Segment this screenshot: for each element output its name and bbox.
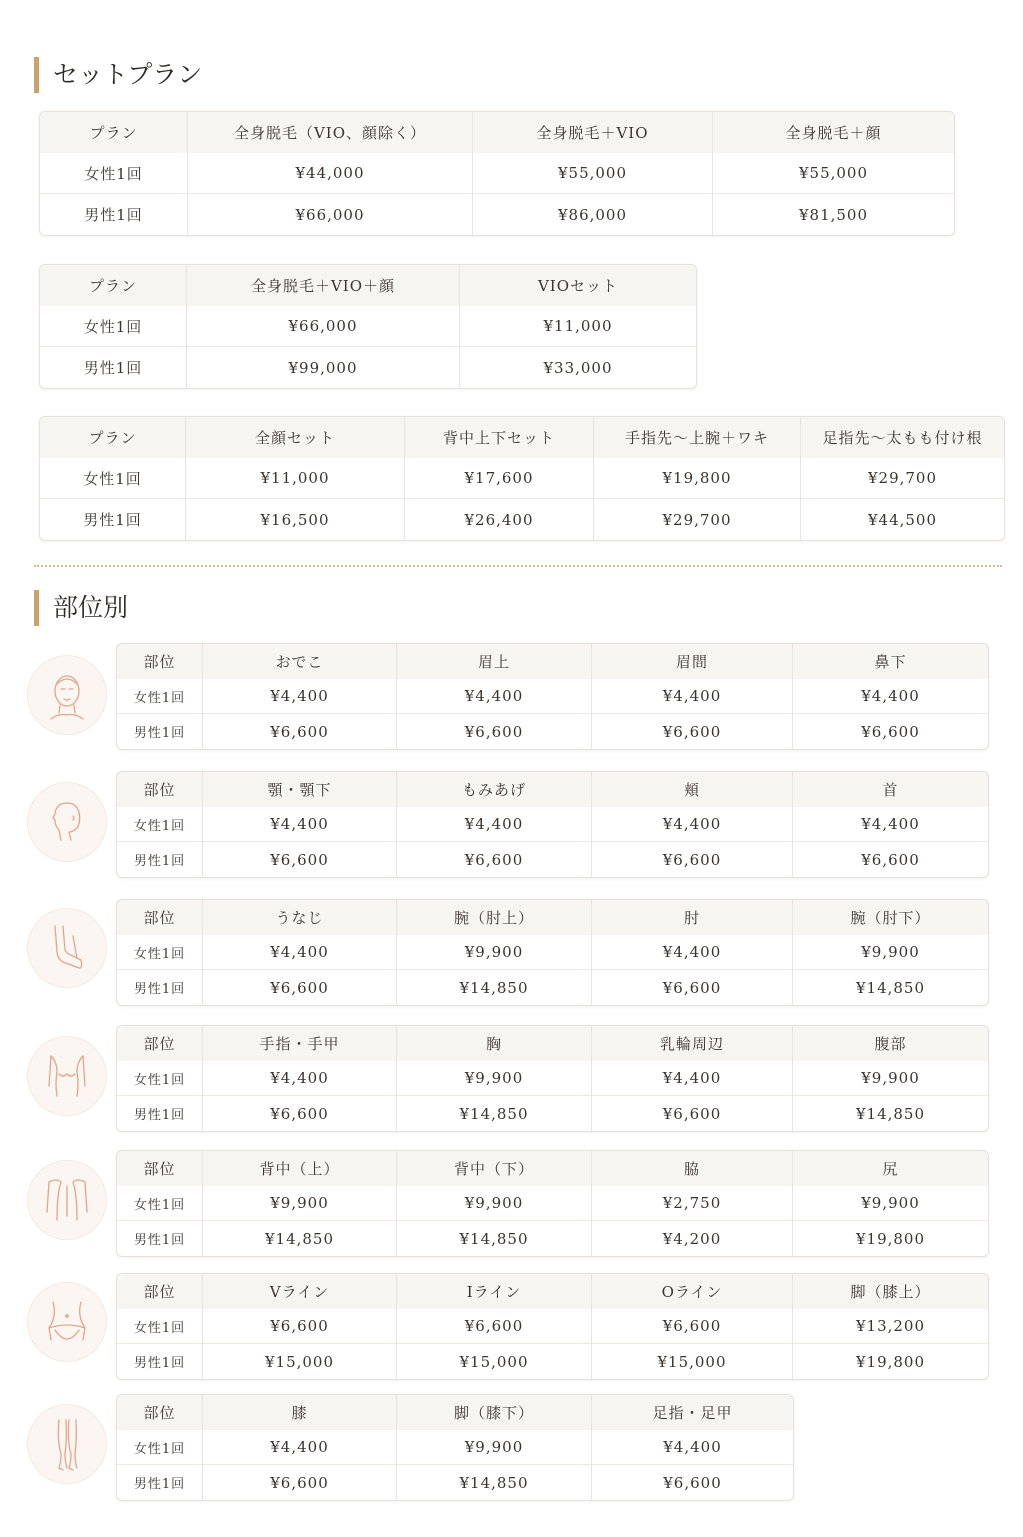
header-cell: 乳輪周辺 [592, 1026, 793, 1061]
header-cell: 胸 [397, 1026, 592, 1061]
price-cell: ¥19,800 [855, 1229, 926, 1248]
set-plan-table-1 [39, 111, 955, 236]
price-cell: ¥6,600 [592, 842, 793, 877]
price-cell: ¥44,500 [867, 510, 938, 529]
price-cell: ¥17,600 [405, 458, 594, 499]
part-table-6 [116, 1273, 989, 1380]
table-row [40, 194, 954, 235]
table-row [40, 458, 1004, 499]
table-row [117, 1465, 793, 1500]
price-cell: ¥86,000 [473, 194, 713, 235]
header-cell: 背中（上） [203, 1151, 397, 1186]
row-label: 男性1回 [117, 1344, 203, 1379]
price-cell: ¥15,000 [397, 1344, 592, 1379]
table-row [117, 1221, 988, 1256]
header-cell: もみあげ [397, 772, 592, 807]
price-cell: ¥6,600 [592, 1309, 793, 1344]
part-table-3 [116, 899, 989, 1006]
set-plan-title: セットプラン [34, 57, 202, 93]
table-row [117, 1344, 988, 1379]
header-cell: 全身脱毛＋VIO [473, 112, 713, 153]
price-cell: ¥6,600 [592, 970, 793, 1005]
header-cell: 脚（膝下） [397, 1395, 592, 1430]
set-plan-table-3 [39, 416, 1005, 541]
price-cell: ¥4,400 [203, 1430, 397, 1465]
price-cell: ¥6,600 [203, 1309, 397, 1344]
price-cell: ¥29,700 [594, 499, 801, 540]
price-cell: ¥99,000 [187, 347, 460, 388]
row-label: 男性1回 [117, 1465, 203, 1500]
table-header-row [117, 1026, 988, 1061]
header-cell: 部位 [117, 1395, 203, 1430]
price-cell: ¥19,800 [594, 458, 801, 499]
row-label: 男性1回 [117, 714, 203, 749]
price-cell: ¥55,000 [473, 153, 713, 194]
table-row [117, 1096, 988, 1131]
table-row [117, 1186, 988, 1221]
header-cell: 部位 [117, 644, 203, 679]
table-row [117, 807, 988, 842]
row-label: 男性1回 [40, 499, 186, 540]
header-cell: 肘 [592, 900, 793, 935]
header-cell: 顎・顎下 [203, 772, 397, 807]
header-cell: 手指・手甲 [203, 1026, 397, 1061]
header-cell: プラン [40, 112, 188, 153]
table-header-row [117, 1274, 988, 1309]
header-cell: 部位 [117, 1274, 203, 1309]
table-row [40, 153, 954, 194]
row-label: 女性1回 [117, 935, 203, 970]
header-cell: 全身脱毛（VIO、顔除く） [188, 112, 473, 153]
table-row [117, 842, 988, 877]
row-label: 女性1回 [117, 1309, 203, 1344]
row-label: 女性1回 [117, 1186, 203, 1221]
header-cell: 部位 [117, 1151, 203, 1186]
header-cell: 脇 [592, 1151, 793, 1186]
table-header-row [40, 417, 1004, 458]
price-cell: ¥2,750 [592, 1186, 793, 1221]
header-cell: 部位 [117, 1026, 203, 1061]
price-cell: ¥9,900 [793, 1186, 988, 1221]
price-cell: ¥4,400 [592, 807, 793, 842]
price-cell: ¥4,400 [592, 679, 793, 714]
header-cell: プラン [40, 417, 186, 458]
face-profile-icon [27, 782, 107, 862]
table-header-row [40, 112, 954, 153]
table-row [117, 1309, 988, 1344]
row-label: 女性1回 [117, 1430, 203, 1465]
header-cell: 膝 [203, 1395, 397, 1430]
table-row [40, 499, 1004, 540]
price-cell: ¥6,600 [861, 722, 920, 741]
price-cell: ¥6,600 [203, 970, 397, 1005]
table-row [117, 1430, 793, 1465]
price-cell: ¥9,900 [793, 1061, 988, 1096]
row-label: 女性1回 [40, 458, 186, 499]
price-cell: ¥6,600 [203, 714, 397, 749]
header-cell: 脚（膝上） [793, 1274, 988, 1309]
price-cell: ¥6,600 [397, 842, 592, 877]
price-cell: ¥4,200 [592, 1221, 793, 1256]
table-row [117, 679, 988, 714]
row-label: 男性1回 [117, 1096, 203, 1131]
price-cell: ¥14,850 [855, 1104, 926, 1123]
row-label: 男性1回 [40, 347, 187, 388]
face-icon [27, 655, 107, 735]
price-cell: ¥55,000 [713, 153, 954, 194]
header-cell: 足指先～太もも付け根 [801, 417, 1004, 458]
header-cell: プラン [40, 265, 187, 306]
price-cell: ¥14,850 [397, 1096, 592, 1131]
legs-icon [27, 1404, 107, 1484]
row-label: 女性1回 [40, 153, 188, 194]
header-cell: 腹部 [793, 1026, 988, 1061]
price-cell: ¥4,400 [592, 1430, 793, 1465]
header-cell: 部位 [117, 772, 203, 807]
part-table-5 [116, 1150, 989, 1257]
price-cell: ¥66,000 [188, 194, 473, 235]
price-cell: ¥14,850 [203, 1221, 397, 1256]
price-cell: ¥9,900 [397, 1186, 592, 1221]
header-cell: 頬 [592, 772, 793, 807]
price-cell: ¥9,900 [397, 1061, 592, 1096]
header-cell: 背中上下セット [405, 417, 594, 458]
arm-icon [27, 908, 107, 988]
header-cell: 腕（肘下） [793, 900, 988, 935]
row-label: 男性1回 [117, 970, 203, 1005]
row-label: 男性1回 [40, 194, 188, 235]
price-cell: ¥14,850 [397, 970, 592, 1005]
price-cell: ¥4,400 [203, 807, 397, 842]
price-cell: ¥4,400 [203, 935, 397, 970]
price-cell: ¥6,600 [861, 850, 920, 869]
header-cell: 首 [793, 772, 988, 807]
price-cell: ¥6,600 [397, 714, 592, 749]
price-cell: ¥9,900 [397, 1430, 592, 1465]
table-row [117, 1061, 988, 1096]
price-cell: ¥6,600 [203, 1096, 397, 1131]
header-cell: 手指先～上腕＋ワキ [594, 417, 801, 458]
hip-icon [27, 1282, 107, 1362]
row-label: 男性1回 [117, 842, 203, 877]
header-cell: おでこ [203, 644, 397, 679]
section-divider [34, 565, 1002, 567]
table-header-row [117, 1395, 793, 1430]
row-label: 女性1回 [117, 679, 203, 714]
price-cell: ¥15,000 [203, 1344, 397, 1379]
table-row [117, 970, 988, 1005]
row-label: 女性1回 [117, 1061, 203, 1096]
price-cell: ¥4,400 [592, 1061, 793, 1096]
table-header-row [117, 644, 988, 679]
price-cell: ¥9,900 [397, 935, 592, 970]
price-cell: ¥4,400 [793, 807, 988, 842]
torso-front-icon [27, 1036, 107, 1116]
price-cell: ¥6,600 [592, 714, 793, 749]
price-cell: ¥33,000 [543, 358, 613, 377]
row-label: 女性1回 [117, 807, 203, 842]
price-cell: ¥13,200 [793, 1309, 988, 1344]
header-cell: VIOセット [460, 265, 696, 306]
price-cell: ¥11,000 [460, 306, 696, 347]
header-cell: Iライン [397, 1274, 592, 1309]
header-cell: 全身脱毛＋顔 [713, 112, 954, 153]
price-cell: ¥4,400 [793, 679, 988, 714]
price-cell: ¥19,800 [855, 1352, 926, 1371]
price-cell: ¥9,900 [793, 935, 988, 970]
price-cell: ¥29,700 [801, 458, 1004, 499]
table-header-row [117, 772, 988, 807]
header-cell: 鼻下 [793, 644, 988, 679]
price-cell: ¥81,500 [798, 205, 869, 224]
price-cell: ¥6,600 [592, 1096, 793, 1131]
part-table-7 [116, 1394, 794, 1501]
price-cell: ¥66,000 [187, 306, 460, 347]
part-table-4 [116, 1025, 989, 1132]
price-cell: ¥4,400 [203, 679, 397, 714]
header-cell: Oライン [592, 1274, 793, 1309]
set-plan-table-2 [39, 264, 697, 389]
price-cell: ¥44,000 [188, 153, 473, 194]
header-cell: 尻 [793, 1151, 988, 1186]
by-part-title: 部位別 [34, 590, 128, 626]
price-cell: ¥4,400 [592, 935, 793, 970]
price-cell: ¥4,400 [397, 679, 592, 714]
table-header-row [40, 265, 696, 306]
table-header-row [117, 1151, 988, 1186]
table-row [40, 306, 696, 347]
price-cell: ¥6,600 [663, 1473, 722, 1492]
row-label: 女性1回 [40, 306, 187, 347]
price-cell: ¥6,600 [203, 842, 397, 877]
price-cell: ¥16,500 [186, 499, 405, 540]
table-row [117, 714, 988, 749]
part-table-2 [116, 771, 989, 878]
header-cell: うなじ [203, 900, 397, 935]
price-cell: ¥4,400 [397, 807, 592, 842]
price-cell: ¥14,850 [855, 978, 926, 997]
header-cell: 腕（肘上） [397, 900, 592, 935]
price-cell: ¥14,850 [397, 1221, 592, 1256]
price-cell: ¥15,000 [592, 1344, 793, 1379]
table-row [117, 935, 988, 970]
table-row [40, 347, 696, 388]
price-cell: ¥4,400 [203, 1061, 397, 1096]
price-cell: ¥6,600 [397, 1309, 592, 1344]
header-cell: 背中（下） [397, 1151, 592, 1186]
header-cell: 全身脱毛＋VIO＋顔 [187, 265, 460, 306]
header-cell: 眉上 [397, 644, 592, 679]
price-cell: ¥11,000 [186, 458, 405, 499]
header-cell: 眉間 [592, 644, 793, 679]
price-cell: ¥6,600 [203, 1465, 397, 1500]
back-icon [27, 1160, 107, 1240]
header-cell: 部位 [117, 900, 203, 935]
row-label: 男性1回 [117, 1221, 203, 1256]
header-cell: Vライン [203, 1274, 397, 1309]
price-cell: ¥14,850 [397, 1465, 592, 1500]
price-cell: ¥26,400 [405, 499, 594, 540]
part-table-1 [116, 643, 989, 750]
header-cell: 全顔セット [186, 417, 405, 458]
header-cell: 足指・足甲 [592, 1395, 793, 1430]
table-header-row [117, 900, 988, 935]
price-cell: ¥9,900 [203, 1186, 397, 1221]
